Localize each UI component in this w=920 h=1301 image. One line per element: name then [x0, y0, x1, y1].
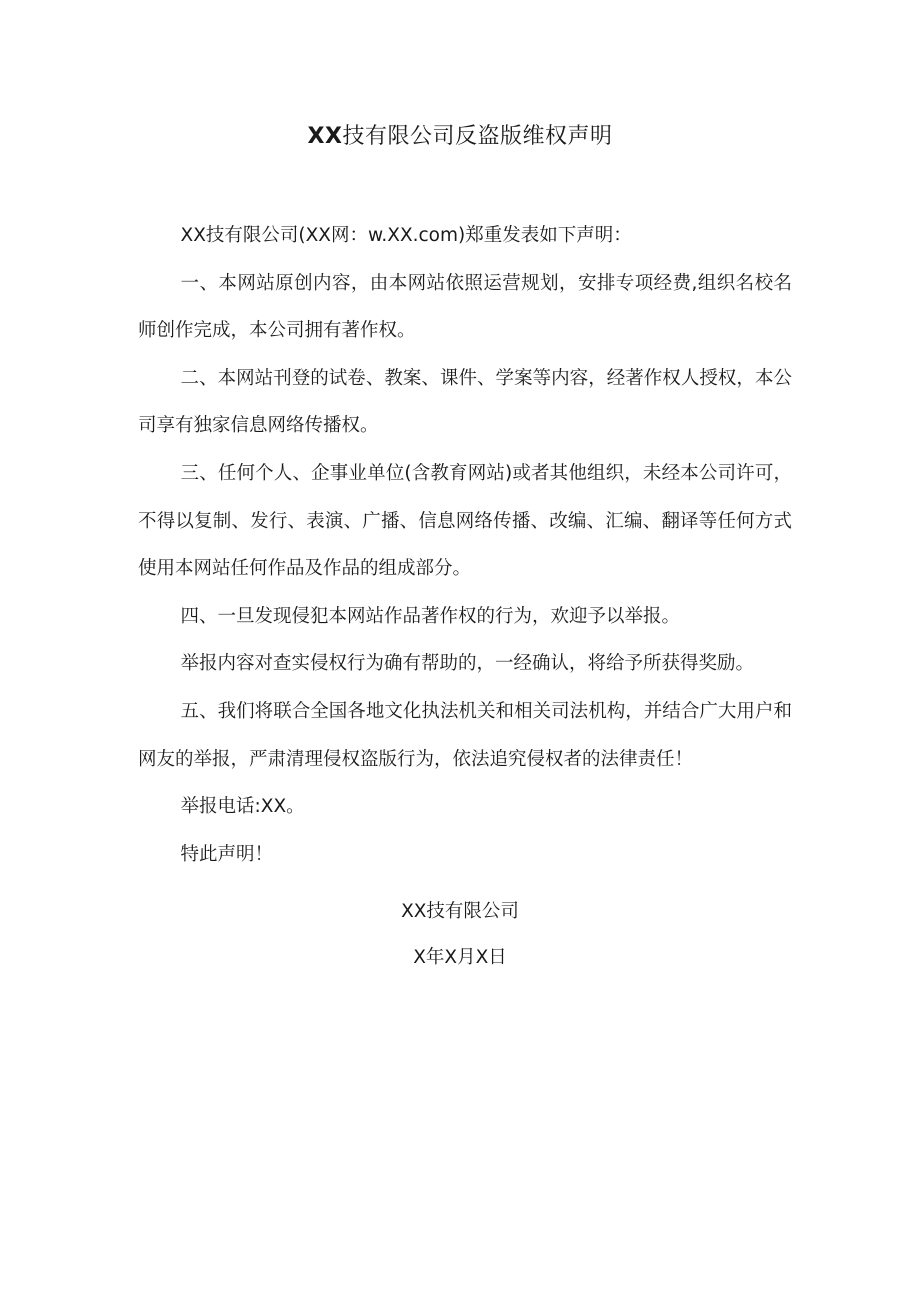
reward-paragraph: 举报内容对查实侵权行为确有帮助的，一经确认，将给予所获得奖励。: [180, 653, 755, 675]
report-phone-paragraph: 举报电话:XX。: [180, 796, 305, 818]
intro-paragraph: XX技有限公司(XX网：w.XX.com)郑重发表如下声明：: [180, 225, 632, 246]
clause-five-paragraph: 五、我们将联合全国各地文化执法机关和相关司法机构，并结合广大用户和网友的举报，严肃清理侵权盗版行为，依法追究侵权者的法律责任！: [138, 700, 792, 770]
document-title: [0, 121, 920, 153]
signature-date: X年X月X日: [413, 947, 507, 968]
closing-paragraph: 特此声明！: [180, 843, 274, 865]
clause-two-paragraph: 二、本网站刊登的试卷、教案、课件、学案等内容，经著作权人授权，本公司享有独家信息网络传播权。: [138, 367, 792, 437]
title-prefix: XX: [307, 124, 343, 149]
signature-company: XX技有限公司: [401, 901, 519, 922]
clause-three-paragraph: 三、任何个人、企事业单位(含教育网站)或者其他组织，未经本公司许可，不得以复制、发行、表演、广播、信息网络传播、改编、汇编、翻译等任何方式使用本网站任何作品及作品的组成部分。: [138, 462, 792, 580]
clause-one-paragraph: 一、本网站原创内容，由本网站依照运营规划，安排专项经费,组织名校名师创作完成，本公司拥有著作权。: [138, 272, 792, 342]
title-text: 技有限公司反盗版维权声明: [342, 124, 613, 149]
statement-body: [138, 212, 792, 878]
clause-four-paragraph: 四、一旦发现侵犯本网站作品著作权的行为，欢迎予以举报。: [180, 605, 681, 627]
